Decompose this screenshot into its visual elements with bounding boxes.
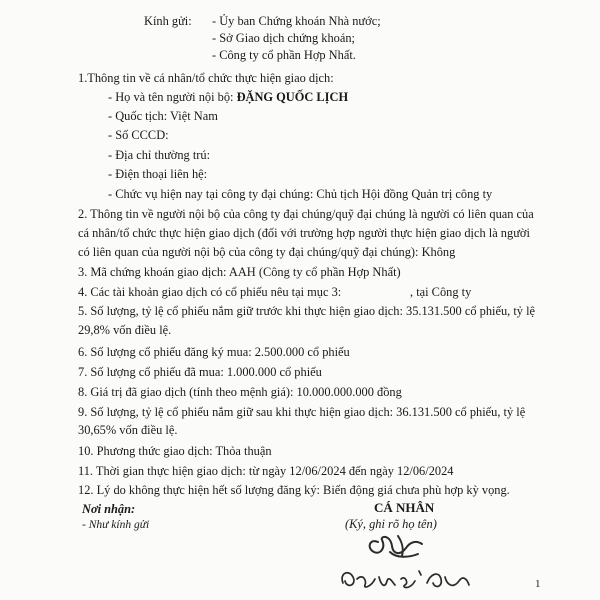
insider-name-value: ĐẶNG QUỐC LỊCH — [236, 90, 349, 104]
item7: 7. Số lượng cổ phiếu đã mua: 1.000.000 cổ phiếu — [78, 365, 322, 379]
phone: - Điện thoại liên hệ: — [108, 167, 208, 181]
nationality: - Quốc tịch: Việt Nam — [108, 109, 218, 123]
insider-name-label: - Họ và tên người nội bộ: — [108, 90, 237, 104]
insider-name-line — [108, 89, 348, 106]
section1-title: 1.Thông tin về cá nhân/tổ chức thực hiện giao dịch: — [78, 71, 334, 85]
recipient-3: - Công ty cổ phần Hợp Nhất. — [212, 48, 356, 62]
item11: 11. Thời gian thực hiện giao dịch: từ ngày 12/06/2024 đến ngày 12/06/2024 — [78, 464, 454, 478]
receivers-item: - Như kính gửi — [82, 519, 150, 531]
position: - Chức vụ hiện nay tại công ty đại chúng: Chủ tịch Hội đồng Quản trị công ty — [108, 187, 493, 201]
item6: 6. Số lượng cổ phiếu đăng ký mua: 2.500.000 cổ phiếu — [78, 345, 350, 359]
page-number: 1 — [535, 578, 541, 590]
receivers-title: Nơi nhận: — [82, 502, 136, 516]
greeting-label: Kính gửi: — [144, 14, 192, 28]
item4-part-b: , tại Công ty — [410, 285, 472, 299]
item9-line1: 9. Số lượng, tỷ lệ cổ phiếu nắm giữ sau khi thực hiện giao dịch: 36.131.500 cổ phiếu, tỷ lệ — [78, 405, 526, 419]
item3: 3. Mã chứng khoán giao dịch: AAH (Công ty cổ phần Hợp Nhất) — [78, 265, 401, 279]
item2-line2: cá nhân/tổ chức thực hiện giao dịch (đối với trường hợp người thực hiện giao dịch là người — [78, 226, 530, 240]
item2-line3: có liên quan của người nội bộ của công ty đại chúng/quỹ đại chúng): Không — [78, 245, 456, 259]
signer-title: CÁ NHÂN — [374, 500, 435, 515]
item10: 10. Phương thức giao dịch: Thỏa thuận — [78, 444, 272, 458]
handwritten-name — [335, 563, 475, 595]
handwritten-signature — [360, 528, 440, 566]
item5-line1: 5. Số lượng, tỷ lệ cổ phiếu nắm giữ trước khi thực hiện giao dịch: 35.131.500 cổ phiếu, tỷ lệ — [78, 304, 536, 318]
item5-line2: 29,8% vốn điều lệ. — [78, 323, 172, 337]
item9-line2: 30,65% vốn điều lệ. — [78, 423, 178, 437]
address: - Địa chỉ thường trú: — [108, 148, 211, 162]
recipient-1: - Ủy ban Chứng khoán Nhà nước; — [212, 14, 381, 28]
id-number: - Số CCCD: — [108, 128, 169, 142]
signer-note: (Ký, ghi rõ họ tên) — [345, 517, 437, 531]
item2-line1: 2. Thông tin về người nội bộ của công ty đại chúng/quỹ đại chúng là người có liên quan của — [78, 207, 534, 221]
item8: 8. Giá trị đã giao dịch (tính theo mệnh giá): 10.000.000.000 đồng — [78, 385, 402, 399]
item12: 12. Lý do không thực hiện hết số lượng đăng ký: Biến động giá chưa phù hợp kỳ vọng. — [78, 483, 510, 497]
item4-part-a: 4. Các tài khoản giao dịch có cổ phiếu nêu tại mục 3: — [78, 285, 342, 299]
recipient-2: - Sở Giao dịch chứng khoán; — [212, 31, 356, 45]
